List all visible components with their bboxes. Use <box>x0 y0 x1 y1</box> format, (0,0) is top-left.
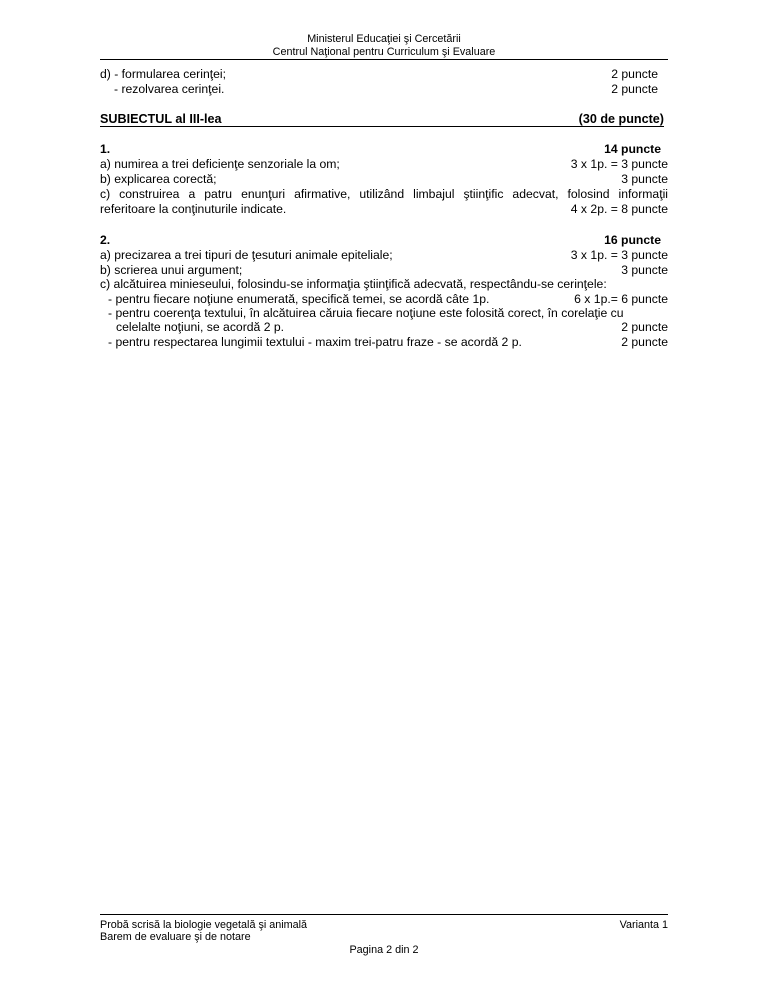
header-center: Centrul Naţional pentru Curriculum şi Evaluare <box>272 45 496 58</box>
q2-bullet-3-points: 2 puncte <box>621 335 668 349</box>
section-d-row-1 <box>100 67 668 82</box>
q2-bullet-1-row <box>100 292 668 307</box>
header-ministry: Ministerul Educaţiei şi Cercetării <box>307 33 461 45</box>
q1-heading <box>100 142 668 157</box>
q2-bullet-2-row-1 <box>100 306 668 321</box>
q1-points: 14 puncte <box>604 142 661 156</box>
q1-c-line-1: c) construirea a patru enunţuri afirmative, utilizând limbajul ştiinţific adecvat, folosind informaţii <box>100 187 668 201</box>
q1-c-text: referitoare la conţinuturile indicate. <box>100 202 287 216</box>
q2-bullet-2-text-1: - pentru coerenţa textului, în alcătuirea căruia fiecare noţiune este folosită corect, în corelaţie cu <box>108 306 624 320</box>
q1-b-text: b) explicarea corectă; <box>100 172 217 186</box>
q2-number: 2. <box>100 233 111 247</box>
q2-bullet-1-text: - pentru fiecare noţiune enumerată, specifică temei, se acordă câte 1p. <box>108 292 490 306</box>
subject-points: (30 de puncte) <box>578 112 664 126</box>
section-d-row-2 <box>100 82 668 97</box>
q2-points: 16 puncte <box>604 233 661 247</box>
q2-a-row <box>100 248 668 263</box>
q2-bullet-3-row <box>100 335 668 350</box>
footer-barem-title: Barem de evaluare şi de notare <box>100 931 251 943</box>
footer-exam-title: Probă scrisă la biologie vegetală şi animală <box>100 919 308 931</box>
page-header <box>100 33 668 58</box>
footer-divider <box>100 914 668 915</box>
q2-b-points: 3 puncte <box>621 263 668 277</box>
q1-b-points: 3 puncte <box>621 172 668 186</box>
q2-bullet-2-points: 2 puncte <box>621 320 668 334</box>
q2-c-row <box>100 277 668 292</box>
q1-b-row <box>100 172 668 187</box>
q1-number: 1. <box>100 142 111 156</box>
subject-title: SUBIECTUL al III-lea <box>100 112 222 126</box>
q1-c-row <box>100 202 668 217</box>
subject-heading <box>100 112 664 127</box>
q2-c-text: c) alcătuirea minieseului, folosindu-se informaţia ştiinţifică adecvată, respectându-se cerinţele: <box>100 277 607 291</box>
section-d-solving: - rezolvarea cerinţei. <box>114 82 225 96</box>
footer-line-1 <box>100 919 668 932</box>
q2-bullet-1-points: 6 x 1p.= 6 puncte <box>574 292 668 306</box>
q2-a-points: 3 x 1p. = 3 puncte <box>570 248 668 262</box>
q2-b-text: b) scrierea unui argument; <box>100 263 243 277</box>
section-d-formulation-points: 2 puncte <box>611 67 658 81</box>
q2-bullet-2-text-2: celelalte noţiuni, se acordă 2 p. <box>116 320 285 334</box>
q2-bullet-2-row-2 <box>100 320 668 335</box>
footer-line-2 <box>100 931 668 944</box>
page-number: Pagina 2 din 2 <box>349 944 419 956</box>
q1-a-row <box>100 157 668 172</box>
q2-heading <box>100 233 668 248</box>
q2-b-row <box>100 263 668 278</box>
q1-a-points: 3 x 1p. = 3 puncte <box>570 157 668 171</box>
q1-a-text: a) numirea a trei deficienţe senzoriale la om; <box>100 157 340 171</box>
header-divider <box>100 59 668 60</box>
footer-variant: Varianta 1 <box>619 919 668 931</box>
q2-bullet-3-text: - pentru respectarea lungimii textului - maxim trei-patru fraze - se acordă 2 p. <box>108 335 522 349</box>
section-d-solving-points: 2 puncte <box>611 82 658 96</box>
q1-c-points: 4 x 2p. = 8 puncte <box>570 202 668 216</box>
section-d-formulation: d) - formularea cerinţei; <box>100 67 226 81</box>
q2-a-text: a) precizarea a trei tipuri de ţesuturi animale epiteliale; <box>100 248 393 262</box>
